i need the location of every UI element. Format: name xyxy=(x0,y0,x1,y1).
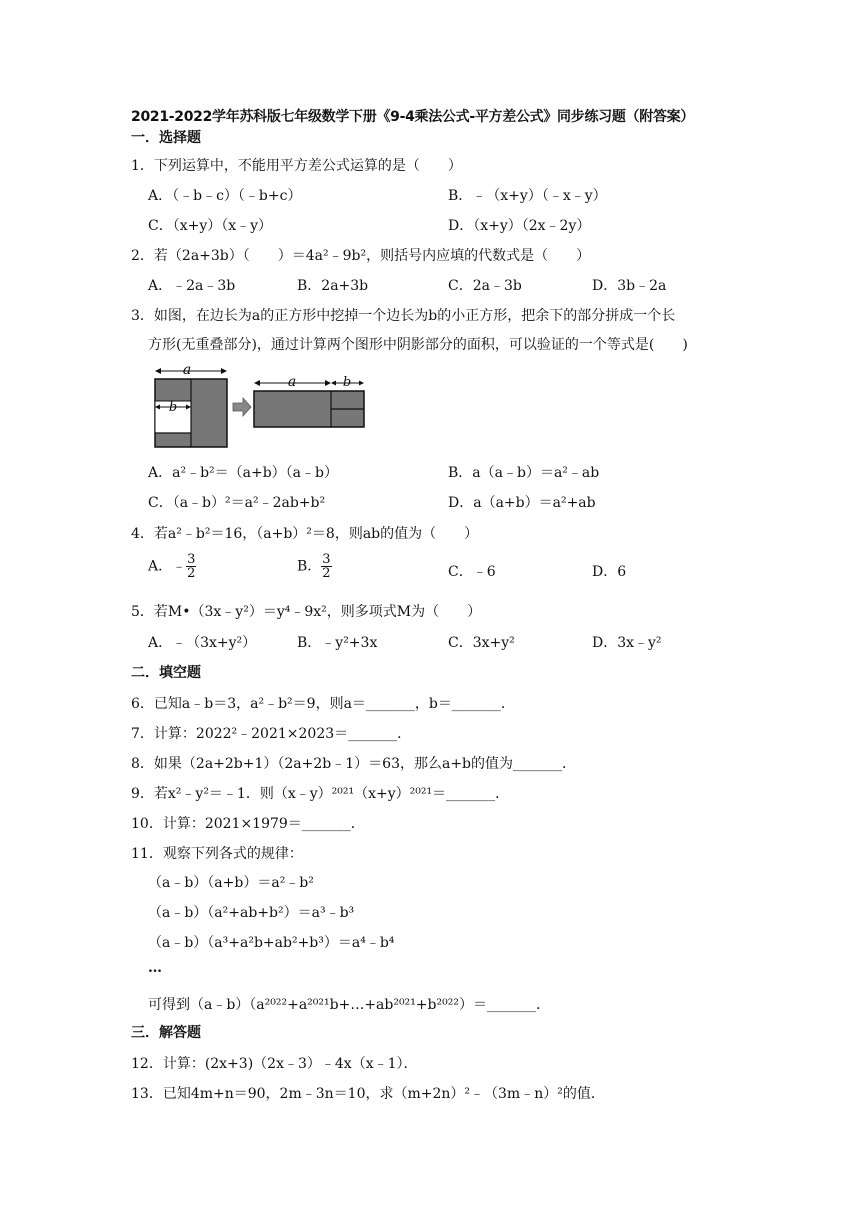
figure-label-b-left: b xyxy=(168,400,178,415)
transform-arrow-icon xyxy=(233,398,251,416)
question-5-option-b: B．﹣y²+3x xyxy=(297,635,378,651)
question-4-option-b xyxy=(297,553,332,580)
section-heading-choice: 一．选择题 xyxy=(131,130,201,146)
question-3-option-c: C．（a﹣b）²＝a²﹣2ab+b² xyxy=(148,495,326,511)
question-12: 12．计算：(2x+3)（2x﹣3）﹣4x（x﹣1）． xyxy=(131,1056,418,1072)
question-4-option-d: D．6 xyxy=(592,564,627,580)
question-2-option-a: A．﹣2a﹣3b xyxy=(148,278,236,294)
question-5-option-c: C．3x+y² xyxy=(448,635,515,651)
figure-label-a-left: a xyxy=(182,365,192,378)
question-11-pattern-line-2: （a﹣b）（a²+ab+b²）＝a³﹣b³ xyxy=(148,905,355,921)
question-10: 10．计算：2021×1979＝_______． xyxy=(131,816,365,832)
question-6: 6．已知a﹣b＝3，a²﹣b²＝9，则a＝_______，b＝_______． xyxy=(131,696,515,712)
question-13: 13．已知4m+n＝90，2m﹣3n＝10，求（m+2n）²﹣（3m﹣n）²的值． xyxy=(131,1086,605,1102)
question-11-stem: 11．观察下列各式的规律： xyxy=(131,846,303,862)
question-1-option-a: A．（﹣b﹣c）（﹣b+c） xyxy=(148,188,302,204)
square-figure xyxy=(155,365,227,447)
fraction-denominator: 2 xyxy=(187,566,196,581)
question-4-stem: 4．若a²﹣b²＝16，（a+b）²＝8，则ab的值为（ ） xyxy=(131,526,479,542)
question-4-option-a-prefix: A．﹣ xyxy=(148,558,187,575)
question-3-stem-line1: 3．如图，在边长为a的正方形中挖掉一个边长为b的小正方形，把余下的部分拼成一个长 xyxy=(131,308,676,324)
question-2-stem: 2．若（2a+3b）（ ）＝4a²﹣9b²，则括号内应填的代数式是（ ） xyxy=(131,248,591,264)
document-title: 2021-2022学年苏科版七年级数学下册《9-4乘法公式-平方差公式》同步练习题（附答案） xyxy=(131,109,695,125)
question-2-option-c: C．2a﹣3b xyxy=(448,278,522,294)
question-7: 7．计算：2022²﹣2021×2023＝_______． xyxy=(131,726,412,742)
rectangle-figure xyxy=(254,374,364,427)
fraction-numerator: 3 xyxy=(322,552,331,567)
question-3-stem-line2: 方形(无重叠部分)，通过计算两个图形中阴影部分的面积，可以验证的一个等式是( ) xyxy=(148,337,688,353)
fraction xyxy=(186,553,196,580)
question-4-option-a xyxy=(148,553,196,580)
question-9: 9．若x²﹣y²＝﹣1．则（x﹣y）²⁰²¹（x+y）²⁰²¹＝_______． xyxy=(131,786,510,802)
question-3-option-a: A．a²﹣b²＝（a+b）（a﹣b） xyxy=(148,465,338,481)
figure-label-b-right: b xyxy=(342,375,352,390)
question-11-pattern-line-1: （a﹣b）（a+b）＝a²﹣b² xyxy=(148,875,314,891)
square-to-rectangle-figure xyxy=(151,365,369,451)
question-5-option-d: D．3x﹣y² xyxy=(592,635,662,651)
question-3-option-d: D．a（a+b）＝a²+ab xyxy=(448,495,596,511)
question-1-option-c: C．（x+y）（x﹣y） xyxy=(148,218,273,234)
question-11-ellipsis: … xyxy=(148,960,162,976)
fraction-denominator: 2 xyxy=(322,566,331,581)
question-5-stem: 5．若M•（3x﹣y²）＝y⁴﹣9x²，则多项式M为（ ） xyxy=(131,604,482,620)
section-heading-solution: 三．解答题 xyxy=(131,1025,201,1041)
figure-label-a-right: a xyxy=(287,374,297,390)
section-heading-fill-in: 二．填空题 xyxy=(131,665,201,681)
question-4-option-c: C．﹣6 xyxy=(448,564,496,580)
fraction-numerator: 3 xyxy=(187,552,196,567)
question-1-option-b: B．﹣（x+y）（﹣x﹣y） xyxy=(448,188,607,204)
question-5-option-a: A．﹣（3x+y²） xyxy=(148,635,257,651)
question-4-option-b-prefix: B． xyxy=(297,558,322,575)
question-2-option-b: B．2a+3b xyxy=(297,278,369,294)
question-11-conclusion: 可得到（a﹣b）（a²⁰²²+a²⁰²¹b+…+ab²⁰²¹+b²⁰²²）＝_______． xyxy=(148,997,550,1013)
question-3-option-b: B．a（a﹣b）＝a²﹣ab xyxy=(448,465,600,481)
question-11-pattern-line-3: （a﹣b）（a³+a²b+ab²+b³）＝a⁴﹣b⁴ xyxy=(148,935,395,951)
question-1-option-d: D．（x+y）（2x﹣2y） xyxy=(448,218,591,234)
question-1-stem: 1．下列运算中，不能用平方差公式运算的是（ ） xyxy=(131,158,462,174)
fraction xyxy=(321,553,331,580)
question-2-option-d: D．3b﹣2a xyxy=(592,278,667,294)
question-8: 8．如果（2a+2b+1）（2a+2b﹣1）＝63，那么a+b的值为_______． xyxy=(131,756,577,772)
